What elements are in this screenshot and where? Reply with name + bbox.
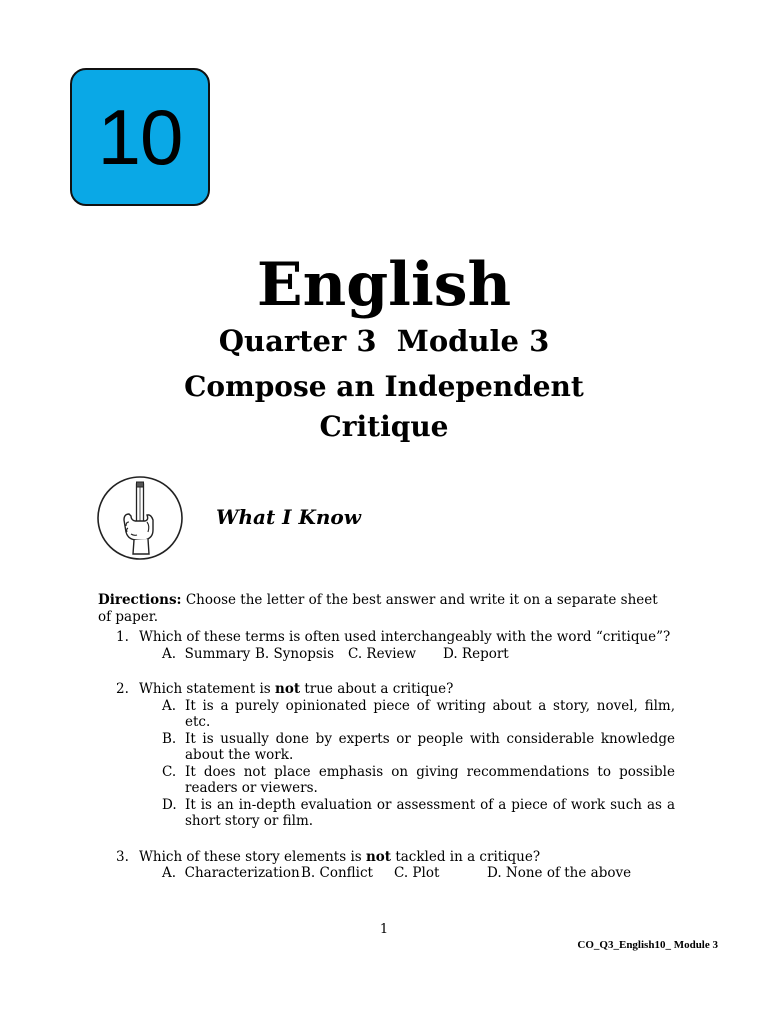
answer-choices	[162, 698, 675, 830]
assessment-content	[98, 592, 675, 901]
section-title-what-i-know: What I Know	[216, 505, 361, 529]
page-number: 1	[379, 922, 389, 937]
choice-b: B. Conflict	[301, 865, 373, 881]
choice-a	[162, 698, 675, 731]
answer-choices	[162, 865, 675, 882]
choice-c: C. Review	[348, 645, 417, 662]
choice-text: It is usually done by experts or people with considerable knowledge about the work.	[185, 730, 675, 763]
question-number: 3.	[116, 848, 129, 865]
question-1	[98, 629, 675, 662]
choice-a: A. Characterization	[162, 865, 300, 881]
directions-label: Directions:	[98, 592, 182, 608]
question-text	[139, 849, 675, 866]
choice-b: B. Synopsis	[255, 645, 335, 662]
question-text-part: Which of these story elements is	[139, 848, 366, 865]
footer-module-code: CO_Q3_English10_ Module 3	[577, 939, 718, 951]
emphasis-word: not	[275, 681, 301, 697]
question-number: 2.	[116, 681, 129, 697]
choice-d	[162, 797, 675, 830]
question-text-part: tackled in a critique?	[391, 848, 541, 865]
question-text: Which of these terms is often used interchangeably with the word “critique”?	[139, 629, 671, 645]
choice-text: It does not place emphasis on giving recommendations to possible readers or viewers.	[185, 763, 675, 796]
module-topic-line-1: Compose an Independent	[184, 370, 584, 403]
choice-text: It is a purely opinionated piece of writing about a story, novel, film, etc.	[185, 697, 675, 730]
directions	[98, 592, 675, 625]
grade-number: 10	[97, 93, 183, 181]
choice-c: C. Plot	[394, 865, 440, 881]
choice-letter: D.	[162, 796, 177, 813]
choice-letter: A.	[162, 697, 177, 714]
choice-a: A. Summary	[162, 645, 251, 662]
directions-text: Choose the letter of the best answer and write it on a separate sheet of paper.	[98, 592, 658, 625]
subject-title: English	[256, 250, 512, 320]
choice-d: D. None of the above	[487, 865, 632, 881]
question-3	[98, 849, 675, 882]
module-topic	[0, 367, 768, 447]
question-number: 1.	[116, 629, 129, 645]
emphasis-word: not	[365, 848, 392, 865]
choice-text: It is an in-depth evaluation or assessment of a piece of work such as a short story or film.	[185, 796, 675, 829]
quarter-module-title: Quarter 3 Module 3	[218, 324, 550, 358]
question-text-part: true about a critique?	[300, 681, 454, 697]
hand-holding-pencil-icon	[93, 474, 187, 562]
choice-letter: C.	[162, 763, 177, 780]
choice-c	[162, 764, 675, 797]
choice-b	[162, 731, 675, 764]
choice-d: D. Report	[443, 645, 509, 662]
module-topic-line-2: Critique	[319, 410, 449, 443]
answer-choices	[162, 646, 675, 663]
question-2	[98, 681, 675, 830]
grade-badge	[70, 68, 210, 206]
question-text	[139, 681, 675, 698]
choice-letter: B.	[162, 730, 177, 747]
question-text-part: Which statement is	[139, 681, 275, 697]
